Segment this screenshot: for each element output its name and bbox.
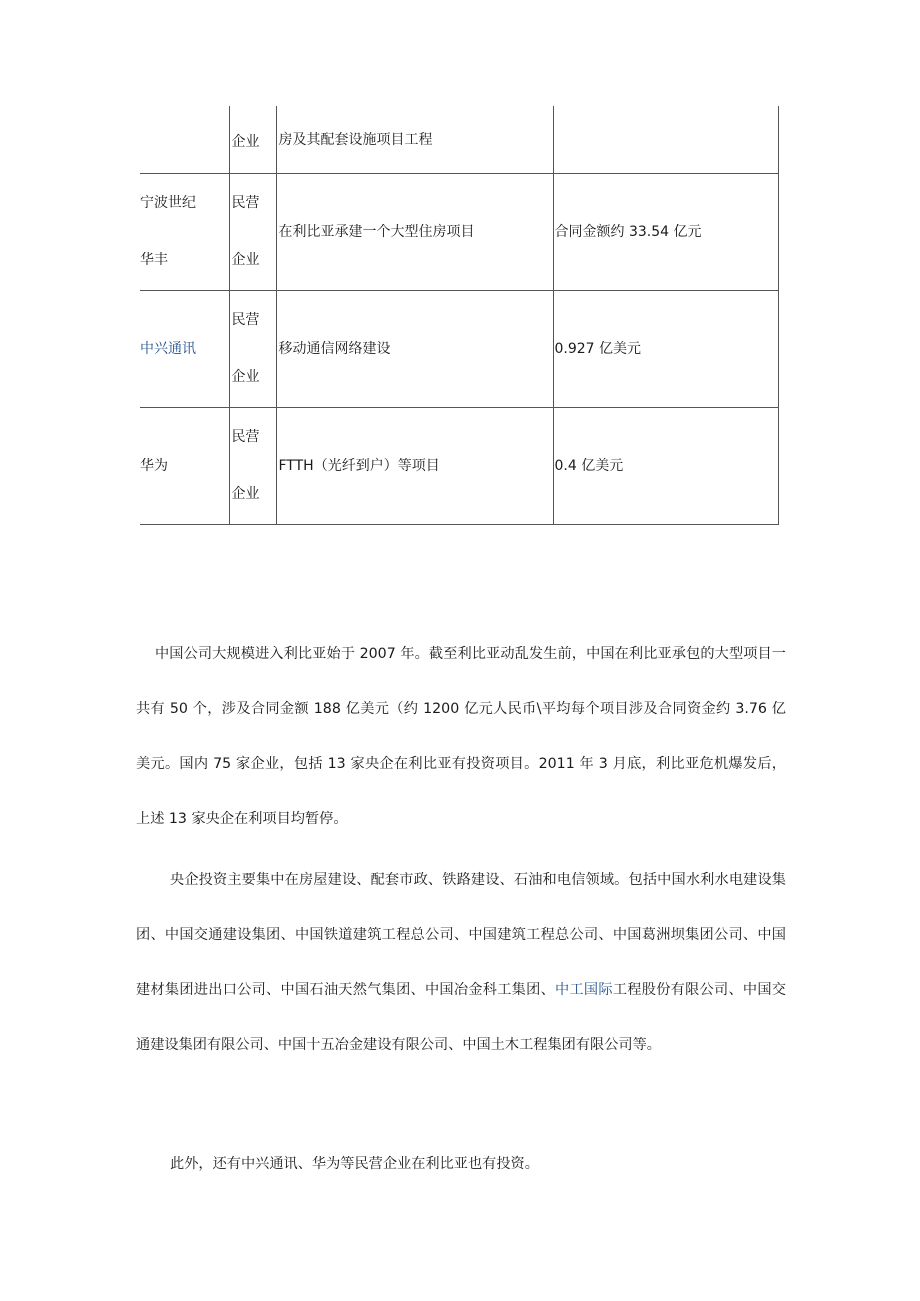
company-cell xyxy=(140,174,229,291)
paragraph-private-enterprises: 此外，还有中兴通讯、华为等民营企业在利比亚也有投资。 xyxy=(170,1156,539,1172)
paragraph-overview: 中国公司大规模进入利比亚始于 2007 年。截至利比亚动乱发生前，中国在利比亚承包的大型项目一共有 50 个，涉及合同金额 188 亿美元（约 1200 亿元人民币\平均每个项目涉及合同资金约 3.76 亿美元。国内 75 家企业，包括 13 家央企在利比亚有投资项目。2011 年 3 月底，利比亚危机爆发后，上述 13 家央企在利项目均暂停。 xyxy=(136,646,786,827)
type-line2: 企业 xyxy=(231,486,260,502)
amount-cell xyxy=(553,408,778,525)
type-line2: 企业 xyxy=(231,369,260,385)
table-row-continued xyxy=(140,106,778,174)
project-cell xyxy=(276,291,553,408)
paragraph-text-before-link: 央企投资主要集中在房屋建设、配套市政、铁路建设、石油和电信领域。包括中国水利水电建设集团、中国交通建设集团、中国铁道建筑工程总公司、中国建筑工程总公司、中国葛洲坝集团公司、中国建材集团进出口公司、中国石油天然气集团、中国冶金科工集团、 xyxy=(136,872,786,998)
table-row xyxy=(140,291,778,408)
company-name: 华为 xyxy=(140,458,168,474)
project-cell xyxy=(276,408,553,525)
cama-link[interactable]: 中工国际 xyxy=(555,982,613,998)
type-line: 企业 xyxy=(231,133,260,150)
type-line1: 民营 xyxy=(231,312,260,328)
company-link[interactable]: 中兴通讯 xyxy=(140,341,196,357)
type-line1: 民营 xyxy=(231,429,260,445)
amount-cell xyxy=(553,106,778,174)
company-name-line2: 华丰 xyxy=(140,252,168,268)
company-cell xyxy=(140,106,229,174)
amount-text: 合同金额约 33.54 亿元 xyxy=(554,224,702,240)
project-text: 房及其配套设施项目工程 xyxy=(278,131,433,148)
amount-text: 0.4 亿美元 xyxy=(554,458,624,474)
paragraph-text-after-link: 工程股份有限公司、中国交通建设集团有限公司、中国十五冶金建设有限公司、中国土木工程集团有限公司等。 xyxy=(136,982,786,1053)
project-text: FTTH（光纤到户）等项目 xyxy=(278,458,440,474)
type-cell xyxy=(229,291,276,408)
table-row xyxy=(140,174,778,291)
type-cell xyxy=(229,106,276,174)
amount-cell xyxy=(553,291,778,408)
paragraph-soe-investment xyxy=(136,853,786,1073)
table-row xyxy=(140,408,778,525)
project-cell xyxy=(276,106,553,174)
amount-cell xyxy=(553,174,778,291)
type-cell xyxy=(229,174,276,291)
type-line1: 民营 xyxy=(231,195,260,211)
type-line2: 企业 xyxy=(231,252,260,268)
project-cell xyxy=(276,174,553,291)
project-text: 移动通信网络建设 xyxy=(278,341,391,357)
investment-table xyxy=(140,106,779,525)
company-cell xyxy=(140,408,229,525)
amount-text: 0.927 亿美元 xyxy=(554,341,642,357)
company-name-line1: 宁波世纪 xyxy=(140,195,196,211)
type-cell xyxy=(229,408,276,525)
project-text: 在利比亚承建一个大型住房项目 xyxy=(278,224,475,240)
company-cell xyxy=(140,291,229,408)
